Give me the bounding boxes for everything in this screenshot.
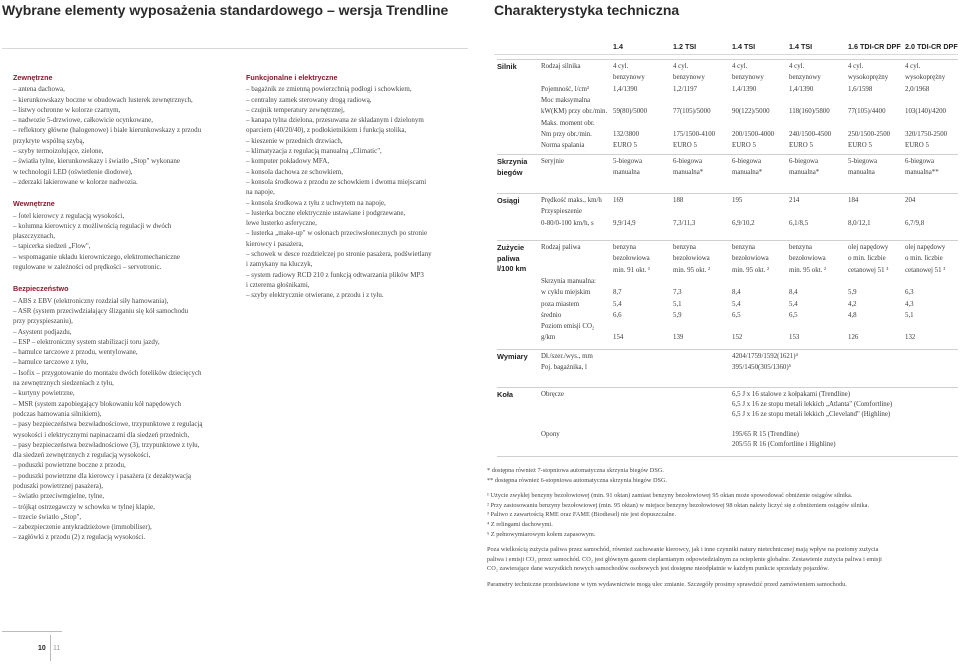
table-cell: 59(80)/5000 — [613, 108, 648, 116]
row-label: Skrzynia manualna: — [541, 277, 596, 285]
list-item: – centralny zamek sterowany drogą radiową, — [246, 95, 372, 104]
list-item: – system radiowy RCD 210 z funkcją odtwarzania plików MP3 — [246, 270, 424, 279]
table-cell: bezołowiowa — [732, 255, 769, 263]
section-label: l/100 km — [497, 264, 527, 273]
table-cell: 184 — [848, 197, 859, 204]
table-cell: cetanowej 51 ³ — [905, 266, 946, 274]
table-cell: 5-biegowa — [613, 158, 643, 165]
left-page-title: Wybrane elementy wyposażenia standardowego – wersja Trendline — [2, 2, 449, 18]
list-item: – Asystent podjazdu, — [13, 327, 72, 336]
table-cell: 6,9/10,2 — [732, 219, 755, 227]
row-label: Seryjnie — [541, 158, 564, 165]
table-cell: 77(105)/4400 — [848, 108, 886, 116]
table-cell: 195 — [732, 197, 743, 204]
table-cell: 6,1/8,5 — [789, 219, 809, 227]
table-cell: 132 — [905, 334, 916, 342]
table-cell: 154 — [613, 334, 624, 342]
table-cell: 7,3 — [673, 289, 682, 297]
table-cell: min. 95 okt. ² — [732, 266, 770, 274]
list-item: – czujnik temperatury zewnętrznej, — [246, 105, 345, 114]
table-cell: 103(140)/4200 — [905, 108, 946, 116]
list-item: – lusterka boczne elektrycznie ustawiane i podgrzewane, — [246, 208, 406, 217]
page-number-separator — [50, 635, 51, 661]
row-label: Moc maksymalna — [541, 96, 591, 104]
section-label: Wymiary — [497, 352, 528, 361]
row-label: Opony — [541, 431, 560, 438]
list-item: oparciem (40/20/40), z podłokietnikiem i funkcją stolika, — [246, 126, 407, 135]
table-cell: 6-biegowa — [673, 158, 703, 165]
table-cell: 2,0/1968 — [905, 85, 930, 93]
table-cell: min. 91 okt. ¹ — [613, 266, 651, 274]
list-item: – klimatyzacja z regulacją manualną „Climatic", — [246, 147, 382, 156]
list-item: – nadwozie 5-drzwiowe, całkowicie ocynkowane, — [13, 116, 153, 125]
table-cell: benzyna — [789, 244, 812, 251]
row-label: Nm przy obr./min. — [541, 130, 592, 138]
engine-column-header: 1.6 TDI-CR DPF — [848, 42, 901, 51]
table-cell: 5,4 — [613, 300, 622, 308]
page-number-rule — [2, 631, 62, 632]
table-cell: olej napędowy — [848, 244, 889, 251]
list-item: – Isofix – przygotowanie do montażu dwóch fotelików dziecięcych — [13, 368, 202, 377]
table-cell: 4 cyl. — [613, 63, 629, 70]
list-item: w technologii LED (oświetlenie diodowe), — [13, 167, 133, 176]
footnote: CO₂ zawierające dane wszystkich nowych samochodów osobowych jest dostępne nieodpłatnie w każdym punkcie sprzedaży pojazdów. — [487, 565, 829, 573]
table-cell: min. 95 okt. ² — [673, 266, 711, 274]
table-cell: min. 95 okt. ² — [789, 266, 827, 274]
footnote: Parametry techniczne przedstawione w tym wydawnictwie mogą ulec zmianie. Szczegóły prosimy sprawdzić przed zamówieniem samochodu. — [487, 580, 847, 588]
row-label: g/km — [541, 334, 556, 342]
list-item: – fotel kierowcy z regulacją wysokości, — [13, 211, 125, 220]
table-cell: 6-biegowa — [789, 158, 819, 165]
engine-column-header: 2.0 TDI-CR DPF — [905, 42, 958, 51]
table-cell: 4 cyl. — [789, 63, 805, 70]
footnotes — [487, 466, 957, 590]
table-cell: 205/55 R 16 (Comfortline i Highline) — [732, 441, 836, 449]
table-cell: 4 cyl. — [905, 63, 921, 70]
footnote: * dostępna również 7-stopniowa automatyczna skrzynia biegów DSG. — [487, 467, 664, 474]
list-item: kierowcy i pasażera, — [246, 239, 304, 248]
table-cell: 8,0/12,1 — [848, 219, 871, 227]
section-heading: Funkcjonalne i elektryczne — [246, 73, 338, 82]
section-label: biegów — [497, 167, 523, 177]
list-item: – schowek w desce rozdzielczej po stronie pasażera, podświetlany — [246, 250, 432, 259]
table-cell: EURO 5 — [673, 142, 697, 150]
list-item: na zewnętrznych siedzeniach z tyłu, — [13, 379, 114, 388]
list-item: lewe lusterko asferyczne, — [246, 219, 317, 228]
list-item: i czterema głośnikami, — [246, 280, 310, 289]
table-cell: 1,2/1197 — [673, 85, 698, 93]
equipment-column-1 — [13, 73, 235, 543]
table-cell: wysokoprężny — [905, 74, 946, 82]
table-cell: 5,4 — [732, 300, 741, 308]
list-item: wysokości i elektrycznymi napinaczami dla siedzeń przednich, — [13, 430, 190, 439]
right-divider — [494, 54, 958, 55]
section-label: Koła — [497, 390, 514, 399]
footnote: ³ Paliwo z zawartością RME oraz FAME (Biodiesel) nie jest dopuszczalne. — [487, 511, 677, 519]
table-cell: 6-biegowa — [732, 158, 762, 165]
table-cell: benzynowy — [673, 74, 705, 82]
table-cell: EURO 5 — [732, 142, 756, 150]
table-cell: 8,4 — [789, 289, 798, 297]
table-cell: bezołowiowa — [673, 255, 710, 263]
section-gap — [13, 272, 235, 284]
section-heading: Wewnętrzne — [13, 199, 55, 209]
list-item: – trzecie światło „Stop", — [13, 512, 82, 521]
table-cell: 9,9/14,9 — [613, 219, 636, 227]
list-item: – światło przeciwmgielne, tylne, — [13, 492, 105, 501]
row-label: Obręcze — [541, 391, 564, 398]
list-item: – kieszenie w przednich drzwiach, — [246, 136, 343, 145]
table-cell: bezołowiowa — [613, 255, 650, 263]
list-item: – bagażnik ze zmienną powierzchnią podłogi i schowkiem, — [246, 85, 412, 94]
list-item: – pasy bezpieczeństwa bezwładnościowe (3), trzypunktowe z tyłu, — [13, 440, 200, 449]
list-item: przy przyspieszaniu), — [13, 317, 73, 326]
table-cell: 139 — [673, 334, 684, 342]
table-cell: wysokoprężny — [848, 74, 889, 82]
list-item: – pasy bezpieczeństwa bezwładnościowe, trzypunktowe z regulacją — [13, 420, 203, 429]
footnote: ⁵ Z pełnowymiarowym kołem zapasowym. — [487, 530, 596, 538]
list-item: płaszczyznach, — [13, 232, 56, 241]
table-cell: manualna* — [673, 169, 704, 177]
list-item: – poduszki powietrzne dla kierowcy i pasażera (z dezaktywacją — [13, 471, 192, 480]
list-item: – konsola dachowa ze schowkiem, — [246, 167, 343, 176]
list-item: dla siedzeń zewnętrznych z regulacją wysokości, — [13, 451, 151, 460]
table-cell: benzynowy — [613, 74, 645, 82]
table-cell: 395/1450(305/1360)⁵ — [732, 364, 792, 372]
table-cell: 6-biegowa — [905, 158, 935, 165]
table-cell: 126 — [848, 334, 859, 342]
footnote: ** dostępna również 6-stopniowa automatyczna skrzynia biegów DSG. — [487, 476, 668, 484]
table-cell: o min. liczbie — [905, 255, 943, 263]
list-item: – MSR (system zapobiegający blokowaniu kół napędowych — [13, 399, 181, 408]
list-item: – komputer pokładowy MFA, — [246, 157, 330, 166]
section-label: Silnik — [497, 62, 517, 71]
list-item: – kurtyny powietrzne, — [13, 389, 75, 398]
list-item: – wspomaganie układu kierowniczego, elektromechaniczne — [13, 252, 180, 261]
table-cell: 4,2 — [848, 300, 857, 308]
table-cell: 240/1500-4500 — [789, 130, 832, 138]
table-cell: 90(122)/5000 — [732, 108, 770, 116]
list-item: – listwy ochronne w kolorze czarnym, — [13, 105, 121, 114]
list-item: – zabezpieczenie antykradzieżowe (immobiliser), — [13, 523, 152, 532]
list-item: – ABS z EBV (elektroniczny rozdział siły hamowania), — [13, 296, 169, 305]
table-cell: 118(160)/5800 — [789, 108, 830, 116]
table-cell: 6,5 — [732, 311, 741, 319]
list-item: przykryte wspólną szybą, — [13, 136, 85, 145]
table-cell: 6,5 — [789, 311, 798, 319]
table-cell: 5,4 — [789, 300, 798, 308]
list-item: na napoje, — [246, 188, 275, 197]
table-cell: 1,4/1390 — [613, 85, 638, 93]
table-cell: 5-biegowa — [848, 158, 878, 165]
list-item: – antena dachowa, — [13, 85, 65, 94]
table-cell: benzyna — [613, 244, 636, 251]
section-divider — [497, 59, 958, 60]
table-cell: o min. liczbie — [848, 255, 886, 263]
footnote: ² Przy zastosowaniu benzyny bezołowiowej (min. 95 oktan) w miejsce benzyny bezołowiowej 98 oktan należy liczyć się z obniżeniem osiągów silnika. — [487, 501, 870, 509]
row-label: Poj. bagażnika, l — [541, 364, 587, 372]
table-cell: 169 — [613, 197, 624, 204]
section-label: Skrzynia — [497, 157, 528, 166]
list-item: – lusterka „make-up" w osłonach przeciwsłonecznych po stronie — [246, 229, 428, 238]
section-heading: Bezpieczeństwo — [13, 284, 69, 294]
table-cell: 4 cyl. — [732, 63, 748, 70]
list-item: – zagłówki z przodu (2) z regulacją wysokości. — [13, 533, 146, 542]
row-label: średnio — [541, 311, 562, 319]
table-cell: 4,3 — [905, 300, 914, 308]
table-cell: benzyna — [673, 244, 696, 251]
section-divider — [497, 387, 958, 388]
table-cell: manualna* — [732, 169, 763, 177]
table-cell: 188 — [673, 197, 684, 204]
section-divider — [497, 154, 958, 155]
list-item: – ASR (system przeciwdziałający ślizganiu się kół samochodu — [13, 306, 189, 315]
section-divider — [497, 349, 958, 350]
list-item: – kanapa tylna dzielona, przesuwana ze składanym i dzielonym — [246, 116, 424, 125]
list-item: – tapicerka siedzeń „Flow", — [13, 242, 91, 251]
list-item: – konsola środkowa z przodu ze schowkiem i dwoma miejscami — [246, 177, 427, 186]
table-cell: EURO 5 — [789, 142, 813, 150]
table-cell: EURO 5 — [905, 142, 929, 150]
section-label: Osiągi — [497, 196, 520, 205]
table-cell: 132/3800 — [613, 130, 640, 138]
engine-column-header: 1.4 — [613, 42, 623, 51]
list-item: – trójkąt ostrzegawczy w schowku w tylnej klapie, — [13, 502, 155, 511]
section-gap — [13, 187, 235, 199]
equipment-column-2 — [246, 73, 468, 301]
list-item: – hamulce tarczowe z przodu, wentylowane, — [13, 348, 138, 357]
list-item: podczas hamowania silnikiem), — [13, 409, 102, 418]
table-cell: 175/1500-4100 — [673, 130, 716, 138]
table-cell: 1,6/1598 — [848, 85, 873, 93]
table-cell: 5,9 — [673, 311, 682, 319]
section-divider — [497, 240, 958, 241]
engine-column-header: 1.4 TSI — [732, 42, 756, 51]
table-cell: 4,8 — [848, 311, 857, 319]
list-item: i zamykany na kluczyk, — [246, 260, 313, 269]
list-item: – reflektory główne (halogenowe) i białe kierunkowskazy z przodu — [13, 126, 202, 135]
left-divider — [2, 48, 468, 49]
list-item: – ESP – elektroniczny system stabilizacji toru jazdy, — [13, 337, 160, 346]
list-item: – zderzaki lakierowane w kolorze nadwozia. — [13, 177, 138, 186]
table-cell: 7,3/11,3 — [673, 219, 696, 227]
table-cell: 8,4 — [732, 289, 741, 297]
row-label: Prędkość maks., km/h — [541, 197, 602, 204]
table-cell: manualna** — [905, 169, 939, 177]
table-cell: 320/1750-2500 — [905, 130, 948, 138]
table-cell: manualna* — [789, 169, 820, 177]
table-cell: 1,4/1390 — [789, 85, 814, 93]
table-cell: 152 — [732, 334, 743, 342]
table-cell: 6,5 J x 16 stalowe z kołpakami (Trendline) — [732, 391, 851, 398]
table-cell: 204 — [905, 197, 916, 204]
table-cell: EURO 5 — [848, 142, 872, 150]
engine-column-header: 1.4 TSI — [789, 42, 813, 51]
page-number-left: 10 — [38, 645, 46, 652]
table-cell: benzynowy — [789, 74, 821, 82]
list-item: – kierunkowskazy boczne w obudowach lusterek zewnętrznych, — [13, 95, 193, 104]
section-label: Zużycie — [497, 243, 525, 252]
row-label: w cyklu miejskim — [541, 289, 591, 297]
page-number-right: 11 — [53, 645, 61, 652]
list-item: – konsola środkowa z tyłu z uchwytem na napoje, — [246, 198, 386, 207]
engine-column-header: 1.2 TSI — [673, 42, 697, 51]
row-label: Przyspieszenie — [541, 208, 582, 216]
table-cell: 4 cyl. — [673, 63, 689, 70]
section-divider — [497, 193, 958, 194]
row-label: Rodzaj paliwa — [541, 244, 581, 251]
row-label: Dł./szer./wys., mm — [541, 353, 593, 360]
list-item: – kolumna kierownicy z możliwością regulacji w dwóch — [13, 221, 172, 230]
table-cell: manualna — [848, 169, 875, 177]
row-label: Pojemność, l/cm³ — [541, 85, 589, 93]
footnote: paliwa i emisji CO₂ przez samochód. CO₂ jest głównym gazem cieplarnianym odpowiedzialnym za ocieplenie globalne. Zestawienie zużycia paliwa i emisji — [487, 555, 882, 563]
table-cell: 6,7/9,8 — [905, 219, 925, 227]
list-item: – poduszki powietrzne boczne z przodu, — [13, 461, 126, 470]
footnote: ¹ Użycie zwykłej benzyny bezołowiowej (min. 91 oktan) zamiast benzyny bezołowiowej 95 oktan może spowodować obniżenie osiągów silnika. — [487, 492, 853, 500]
table-cell: 6,6 — [613, 311, 622, 319]
list-item: poduszki powietrznej pasażera), — [13, 481, 103, 490]
section-divider — [497, 456, 958, 457]
row-label: Maks. moment obr. — [541, 119, 595, 127]
row-label: poza miastem — [541, 300, 580, 308]
table-cell: 200/1500-4000 — [732, 130, 775, 138]
table-cell: 8,7 — [613, 289, 622, 297]
table-cell: 4204/1759/1592(1621)⁴ — [732, 353, 798, 360]
table-cell: 6,5 J x 16 ze stopu metali lekkich „Cleveland" (Highline) — [732, 411, 891, 419]
row-label: kW(KM) przy obr./min. — [541, 108, 608, 116]
list-item: – szyby elektrycznie otwierane, z przodu i z tyłu. — [246, 291, 384, 300]
table-cell: EURO 5 — [613, 142, 637, 150]
table-cell: 4 cyl. — [848, 63, 864, 70]
list-item: – hamulce tarczowe z tyłu, — [13, 358, 89, 367]
list-item: – światła tylne, kierunkowskazy i światło „Stop" wykonane — [13, 157, 180, 166]
table-cell: 5,1 — [905, 311, 914, 319]
table-cell: 214 — [789, 197, 800, 204]
row-label: 0-80/0-100 km/h, s — [541, 219, 594, 227]
table-cell: 153 — [789, 334, 800, 342]
table-cell: bezołowiowa — [789, 255, 826, 263]
table-cell: 5,9 — [848, 289, 857, 297]
table-cell: 195/65 R 15 (Trendline) — [732, 431, 799, 438]
right-page-title: Charakterystyka techniczna — [494, 2, 680, 18]
table-cell: 6,5 J x 16 ze stopu metali lekkich „Atlanta" (Comfortline) — [732, 401, 893, 409]
row-label: Rodzaj silnika — [541, 63, 581, 70]
table-cell: 250/1500-2500 — [848, 130, 891, 138]
table-cell: benzyna — [732, 244, 755, 251]
table-cell: 6,3 — [905, 289, 914, 297]
table-cell: benzynowy — [732, 74, 764, 82]
list-item: regulowane w zależności od prędkości – servotronic. — [13, 263, 162, 272]
list-item: – szyby termoizolujące, zielone, — [13, 147, 104, 156]
section-heading: Zewnętrzne — [13, 73, 53, 82]
table-cell: 77(105)/5000 — [673, 108, 711, 116]
table-cell: 5,1 — [673, 300, 682, 308]
table-cell: manualna — [613, 169, 640, 177]
row-label: Poziom emisji CO₂ — [541, 323, 595, 331]
table-cell: cetanowej 51 ³ — [848, 266, 889, 274]
footnote: ⁴ Z relingami dachowymi. — [487, 520, 553, 528]
row-label: Norma spalania — [541, 142, 585, 150]
section-label: paliwa — [497, 253, 520, 263]
table-cell: olej napędowy — [905, 244, 946, 251]
footnote: Poza wielkością zużycia paliwa przez samochód, również zachowanie kierowcy, jak i inne czynniki natury nietechnicznej mają wpływ na poziomy zużycia — [487, 546, 879, 554]
table-cell: 1,4/1390 — [732, 85, 757, 93]
